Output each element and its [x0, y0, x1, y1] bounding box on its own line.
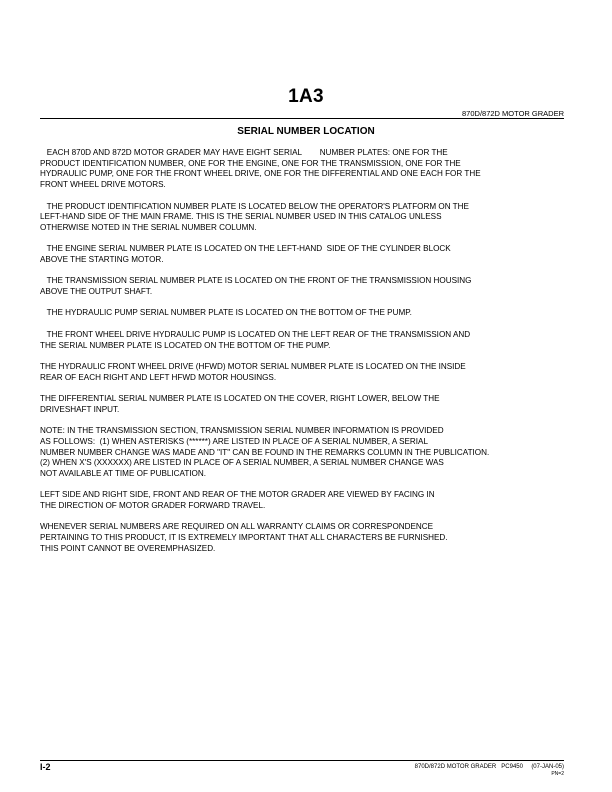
footer-publication: PC9450 [501, 764, 523, 770]
footer-code: PN=2 [551, 771, 564, 777]
footer-rule [40, 760, 564, 761]
footer-model: 870D/872D MOTOR GRADER [414, 764, 497, 770]
text-line: THE SERIAL NUMBER PLATE IS LOCATED ON THE BOTTOM OF THE PUMP. [40, 340, 331, 350]
paragraph [40, 244, 570, 265]
text-line: THE DIRECTION OF MOTOR GRADER FORWARD TRAVEL. [40, 501, 266, 511]
paragraph [40, 148, 570, 191]
text-line: LEFT SIDE AND RIGHT SIDE, FRONT AND REAR OF THE MOTOR GRADER ARE VIEWED BY FACING IN [40, 490, 435, 500]
paragraph [40, 426, 570, 480]
footer-info [415, 764, 564, 770]
text-line: LEFT-HAND SIDE OF THE MAIN FRAME. THIS IS THE SERIAL NUMBER USED IN THIS CATALOG UNLESS [40, 212, 442, 222]
text-line: EACH 870D AND 872D MOTOR GRADER MAY HAVE EIGHT SERIAL NUMBER PLATES: ONE FOR THE [40, 148, 448, 157]
page-number: I-2 [40, 762, 51, 772]
text-line: ABOVE THE STARTING MOTOR. [40, 255, 164, 264]
text-line: THE ENGINE SERIAL NUMBER PLATE IS LOCATED ON THE LEFT-HAND SIDE OF THE CYLINDER BLOCK [40, 244, 451, 254]
section-title: SERIAL NUMBER LOCATION [237, 126, 375, 137]
text-line: OTHERWISE NOTED IN THE SERIAL NUMBER COLUMN. [40, 222, 257, 232]
text-line: THE DIFFERENTIAL SERIAL NUMBER PLATE IS LOCATED ON THE COVER, RIGHT LOWER, BELOW THE [40, 394, 440, 404]
paragraph [40, 522, 570, 554]
paragraph [40, 202, 570, 234]
text-line: THE TRANSMISSION SERIAL NUMBER PLATE IS LOCATED ON THE FRONT OF THE TRANSMISSION HOUSING [40, 276, 472, 286]
paragraph [40, 394, 570, 415]
text-line: WHENEVER SERIAL NUMBERS ARE REQUIRED ON ALL WARRANTY CLAIMS OR CORRESPONDENCE [40, 522, 434, 532]
text-line: THIS POINT CANNOT BE OVEREMPHASIZED. [40, 543, 216, 553]
text-line: ABOVE THE OUTPUT SHAFT. [40, 287, 153, 297]
text-line: NOT AVAILABLE AT TIME OF PUBLICATION. [40, 468, 207, 478]
header-model: 870D/872D MOTOR GRADER [462, 109, 564, 118]
text-line: FRONT WHEEL DRIVE MOTORS. [40, 180, 166, 190]
paragraph [40, 330, 570, 351]
text-line: HYDRAULIC PUMP, ONE FOR THE FRONT WHEEL DRIVE, ONE FOR THE DIFFERENTIAL AND ONE EACH FOR THE [40, 169, 481, 179]
text-line: THE PRODUCT IDENTIFICATION NUMBER PLATE IS LOCATED BELOW THE OPERATOR'S PLATFORM ON THE [40, 201, 469, 211]
page-id: 1A3 [288, 86, 324, 107]
text-line: PRODUCT IDENTIFICATION NUMBER, ONE FOR THE ENGINE, ONE FOR THE TRANSMISSION, ONE FOR THE [40, 158, 461, 168]
text-line: DRIVESHAFT INPUT. [40, 404, 120, 414]
paragraph [40, 308, 570, 319]
text-line: AS FOLLOWS: (1) WHEN ASTERISKS (******) ARE LISTED IN PLACE OF A SERIAL NUMBER, A SERIAL [40, 436, 428, 446]
paragraph [40, 362, 570, 383]
text-line: THE HYDRAULIC FRONT WHEEL DRIVE (HFWD) MOTOR SERIAL NUMBER PLATE IS LOCATED ON THE INSIDE [40, 361, 466, 371]
text-line: NOTE: IN THE TRANSMISSION SECTION, TRANSMISSION SERIAL NUMBER INFORMATION IS PROVIDED [40, 426, 444, 436]
text-line: THE HYDRAULIC PUMP SERIAL NUMBER PLATE IS LOCATED ON THE BOTTOM OF THE PUMP. [40, 308, 412, 318]
paragraph [40, 490, 570, 511]
text-line: REAR OF EACH RIGHT AND LEFT HFWD MOTOR HOUSINGS. [40, 372, 277, 382]
body-text [40, 148, 570, 565]
text-line: PERTAINING TO THIS PRODUCT, IT IS EXTREMELY IMPORTANT THAT ALL CHARACTERS BE FURNISHED. [40, 533, 448, 543]
text-line: (2) WHEN X'S (XXXXXX) ARE LISTED IN PLACE OF A SERIAL NUMBER, A SERIAL NUMBER CHANGE WAS [40, 458, 444, 468]
header-rule [40, 118, 564, 119]
paragraph [40, 276, 570, 297]
text-line: NUMBER NUMBER CHANGE WAS MADE AND "IT" CAN BE FOUND IN THE REMARKS COLUMN IN THE PUBLICATION. [40, 447, 490, 457]
footer-date: (07-JAN-05) [531, 764, 564, 770]
text-line: THE FRONT WHEEL DRIVE HYDRAULIC PUMP IS LOCATED ON THE LEFT REAR OF THE TRANSMISSION AND [40, 329, 471, 339]
